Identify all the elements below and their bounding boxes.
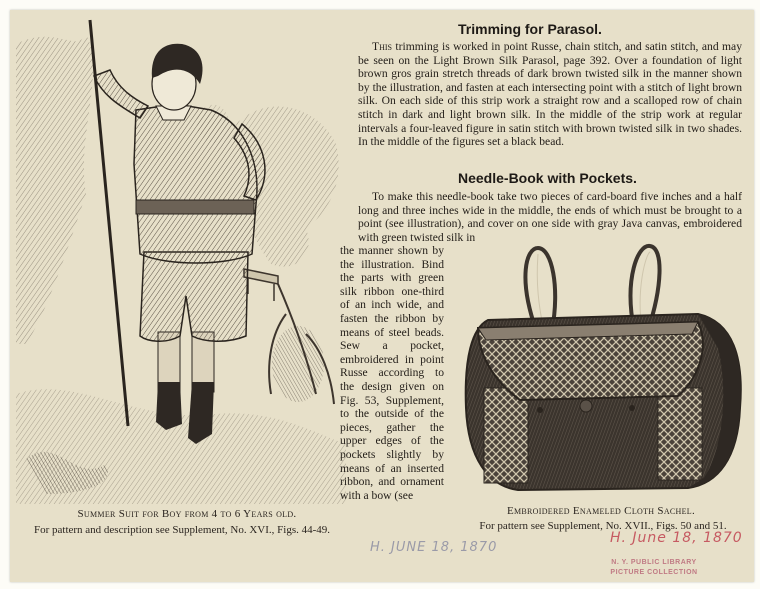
right-figure-note: For pattern see Supplement, No. XVII., Figs. 50 and 51.	[479, 520, 727, 532]
trimming-article	[358, 40, 742, 149]
right-caption-title: Embroidered Enameled Cloth Sachel.	[506, 505, 696, 517]
pencil-date-annotation: H. JUNE 18, 1870	[370, 540, 498, 555]
enameled-cloth-sachel-illustration	[448, 238, 748, 508]
trimming-heading: Trimming for Parasol.	[458, 21, 602, 37]
left-figure-note: For pattern and description see Supplement, No. XVI., Figs. 44-49.	[33, 524, 331, 536]
boy-summer-suit-illustration	[16, 14, 346, 504]
magazine-page	[10, 10, 754, 582]
right-figure-caption	[456, 505, 746, 517]
library-stamp	[566, 558, 742, 578]
stamp-line-2: PICTURE COLLECTION	[610, 569, 698, 576]
trimming-lead-word: This	[372, 40, 392, 53]
needlebook-text: To make this needle-book take two pieces of card-board five inches and a half long and three inches wide in the middle, the ends of which must be brought to a point (see illustration), and cover on one side with gray Java canvas, embroidered with green twisted silk in	[358, 190, 742, 244]
needlebook-continued: the manner shown by the illustration. Bind the parts with green silk ribbon one-third of an inch wide, and fasten the ribbon by means of steel beads. Sew a pocket, embroidered in point Russe according to the design given on Fig. 53, Supplement, to the outside of the pieces, gather the upper edges of the pockets slightly by means of an inserted ribbon, and ornament with a bow (see	[340, 244, 444, 502]
ink-date-annotation: H. June 18, 1870	[610, 530, 743, 546]
trimming-text: trimming is worked in point Russe, chain stitch, and satin stitch, and may be seen on the Light Brown Silk Parasol, page 392. Over a foundation of light brown gros grain stretch threads of dark brown twisted silk in the manner shown by the illustration, and fasten at each intersecting point with a stitch of light brown silk. On each side of this strip work a straight row and a scalloped row of chain stitch in dark and light brown silk. In the middle of the strip work at regular intervals a four-leaved figure in satin stitch with brown twisted silk in two shades. In the middle of the figures set a black bead.	[358, 40, 742, 149]
needlebook-heading: Needle-Book with Pockets.	[458, 170, 637, 186]
left-caption-title: Summer Suit for Boy from 4 to 6 Years old.	[77, 508, 297, 520]
stamp-line-1: N. Y. PUBLIC LIBRARY	[611, 559, 697, 566]
left-figure-caption	[32, 508, 342, 520]
needlebook-article	[358, 190, 742, 244]
